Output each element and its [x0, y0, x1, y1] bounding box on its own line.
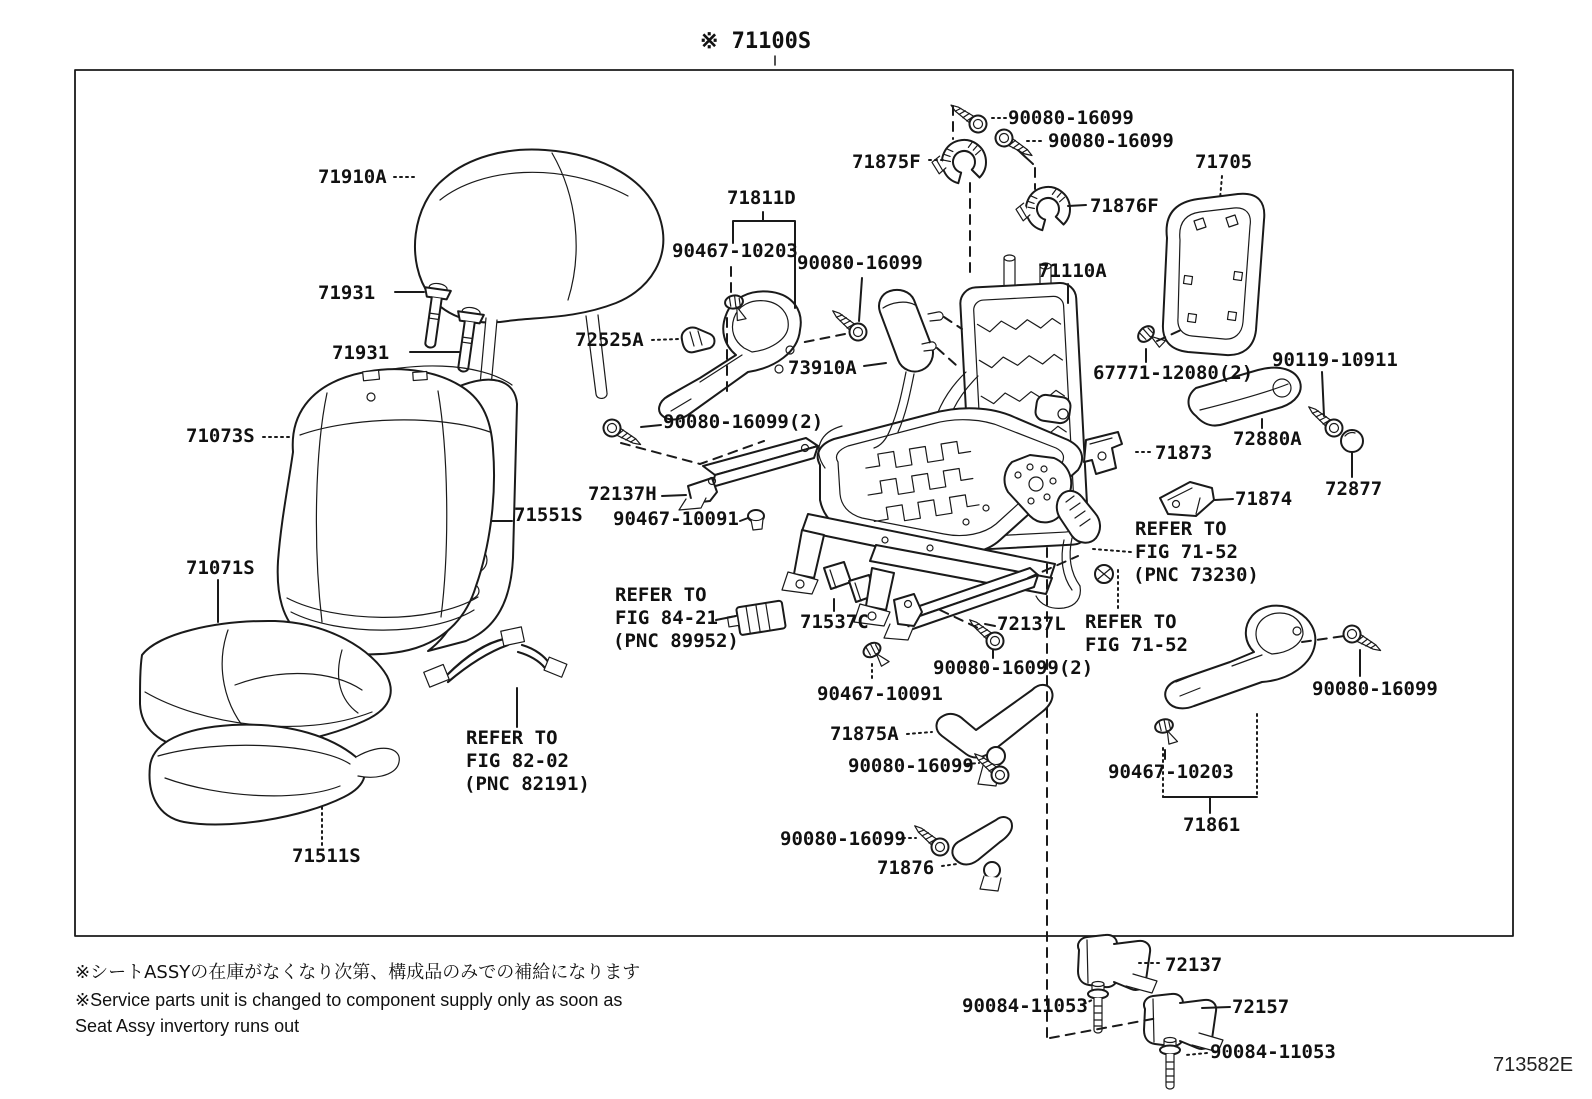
label-71551S: 71551S	[514, 504, 583, 526]
label-90080-16099-c: 90080-16099	[780, 828, 906, 850]
label-71874: 71874	[1235, 488, 1293, 510]
label-90084-11053-a: 90084-11053	[962, 995, 1088, 1017]
label-72157: 72157	[1232, 996, 1290, 1018]
label-90467-10203-b: 90467-10203	[1108, 761, 1234, 783]
label-71910A: 71910A	[318, 166, 387, 188]
label-72137: 72137	[1165, 954, 1223, 976]
label-71073S: 71073S	[186, 425, 255, 447]
label-71876F: 71876F	[1090, 195, 1159, 217]
label-refer71b-2: FIG 71-52	[1135, 541, 1238, 563]
label-90080-16099-b: 90080-16099	[848, 755, 974, 777]
label-90467-10091-b: 90467-10091	[817, 683, 943, 705]
label-note-jp: ※シートASSYの在庫がなくなり次第、構成品のみでの補給になります	[75, 962, 641, 983]
label-72137H: 72137H	[588, 483, 657, 505]
label-71071S: 71071S	[186, 557, 255, 579]
label-90080-16099-e: 90080-16099	[1048, 130, 1174, 152]
label-71705: 71705	[1195, 151, 1253, 173]
label-71811D: 71811D	[727, 187, 796, 209]
label-90080-16099-2-b: 90080-16099(2)	[933, 657, 1094, 679]
label-refer84-3: (PNC 89952)	[613, 630, 739, 652]
label-71931-lower: 71931	[332, 342, 390, 364]
label-71873: 71873	[1155, 442, 1213, 464]
label-note-en2: Seat Assy invertory runs out	[75, 1016, 300, 1036]
label-90080-16099-mid: 90080-16099	[797, 252, 923, 274]
label-90080-16099-f: 90080-16099	[1312, 678, 1438, 700]
label-refer84-2: FIG 84-21	[615, 607, 718, 629]
label-71931-upper: 71931	[318, 282, 376, 304]
label-71511S: 71511S	[292, 845, 361, 867]
label-71110A: 71110A	[1038, 260, 1107, 282]
label-refer71b-3: (PNC 73230)	[1133, 564, 1259, 586]
label-72880A: 72880A	[1233, 428, 1302, 450]
label-refer71b-1: REFER TO	[1135, 518, 1227, 540]
label-refer71a-2: FIG 71-52	[1085, 634, 1188, 656]
label-67771-12080: 67771-12080(2)	[1093, 362, 1254, 384]
label-note-en1: ※Service parts unit is changed to component supply only as soon as	[75, 990, 623, 1010]
label-fig-title: ※ 71100S	[700, 29, 812, 54]
label-71876: 71876	[877, 857, 935, 879]
label-72137L: 72137L	[997, 613, 1066, 635]
label-90084-11053-b: 90084-11053	[1210, 1041, 1336, 1063]
label-refer84-1: REFER TO	[615, 584, 707, 606]
label-71861: 71861	[1183, 814, 1241, 836]
label-refer82-1: REFER TO	[466, 727, 558, 749]
label-90467-10091-a: 90467-10091	[613, 508, 739, 530]
label-refer82-2: FIG 82-02	[466, 750, 569, 772]
label-71875A: 71875A	[830, 723, 899, 745]
label-90467-10203-a: 90467-10203	[672, 240, 798, 262]
label-refer71a-1: REFER TO	[1085, 611, 1177, 633]
label-72525A: 72525A	[575, 329, 644, 351]
label-refer82-3: (PNC 82191)	[464, 773, 590, 795]
label-72877: 72877	[1325, 478, 1383, 500]
label-73910A: 73910A	[788, 357, 857, 379]
label-fig-code: 713582E	[1493, 1054, 1574, 1076]
label-90080-16099-d: 90080-16099	[1008, 107, 1134, 129]
label-90119-10911: 90119-10911	[1272, 349, 1398, 371]
label-90080-16099-2-a: 90080-16099(2)	[663, 411, 824, 433]
label-71537C: 71537C	[800, 611, 869, 633]
label-71875F: 71875F	[852, 151, 921, 173]
